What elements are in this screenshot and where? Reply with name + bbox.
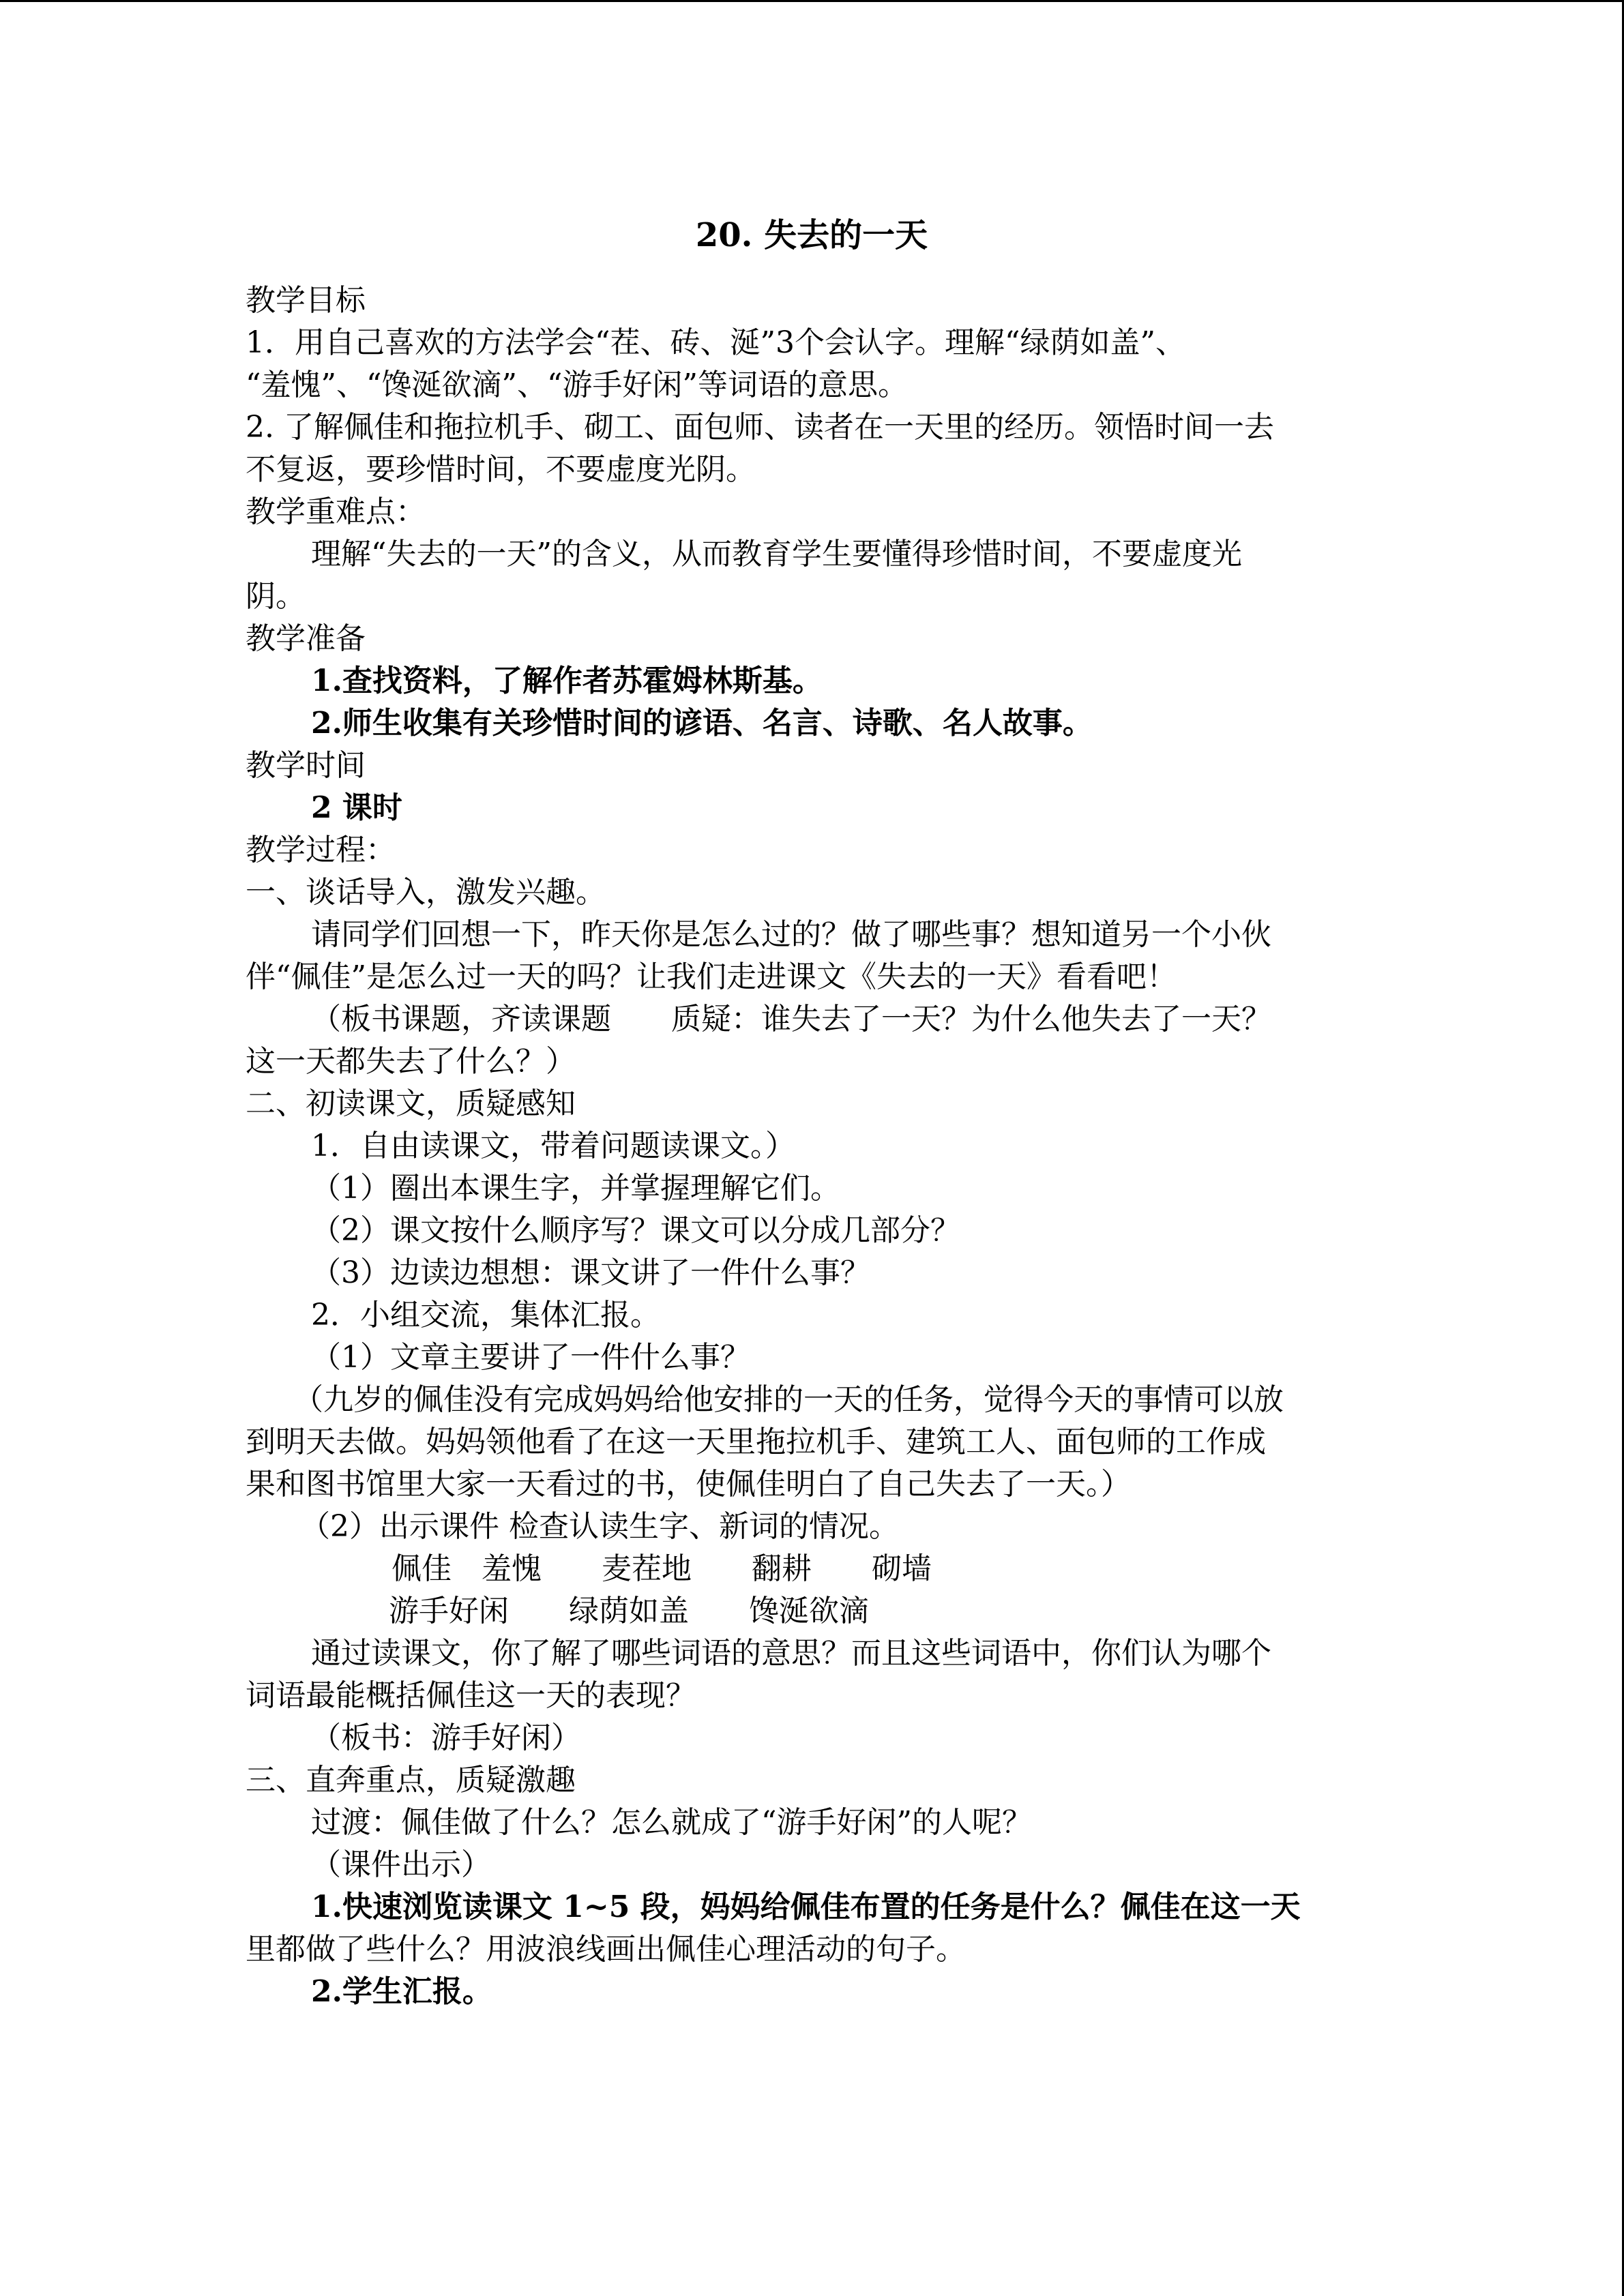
document-body (246, 280, 1378, 2013)
paragraph-line: 伴“佩佳”是怎么过一天的吗？让我们走进课文《失去的一天》看看吧！ (246, 959, 1177, 994)
paragraph-line: 不复返，要珍惜时间，不要虚度光阴。 (246, 452, 756, 487)
paragraph-line: 里都做了些什么？用波浪线画出佩佳心理活动的句子。 (246, 1932, 966, 1967)
paragraph-line: 请同学们回想一下，昨天你是怎么过的？做了哪些事？想知道另一个小伙 (311, 917, 1271, 952)
paragraph-line: 到明天去做。妈妈领他看了在这一天里拖拉机手、建筑工人、面包师的工作成 (246, 1425, 1266, 1459)
paragraph-line: （1）圈出本课生字，并掌握理解它们。 (311, 1171, 840, 1206)
section-heading: 教学时间 (246, 748, 366, 783)
section-heading: 二、初读课文，质疑感知 (246, 1086, 576, 1121)
paragraph-line: 过渡：佩佳做了什么？怎么就成了“游手好闲”的人呢？ (311, 1805, 1032, 1840)
paragraph-line: 这一天都失去了什么？） (246, 1044, 576, 1079)
paragraph-line: 2.师生收集有关珍惜时间的谚语、名言、诗歌、名人故事。 (311, 706, 1093, 741)
paragraph-line: 理解“失去的一天”的含义，从而教育学生要懂得珍惜时间，不要虚度光 (311, 537, 1242, 571)
paragraph-line: 1．用自己喜欢的方法学会“茬、砖、涎”3个会认字。理解“绿荫如盖”、 (246, 325, 1185, 360)
paragraph-line: （2）出示课件 检查认读生字、新词的情况。 (300, 1509, 899, 1544)
page-border-top (0, 0, 1624, 2)
paragraph-line: 词语最能概括佩佳这一天的表现？ (246, 1678, 696, 1713)
paragraph-line: 阴。 (246, 579, 306, 614)
section-heading: 教学目标 (246, 283, 366, 318)
vocabulary-line: 游手好闲 绿荫如盖 馋涎欲滴 (389, 1594, 869, 1628)
section-heading: 教学准备 (246, 621, 366, 656)
paragraph-line: （3）边读边想想：课文讲了一件什么事？ (311, 1255, 870, 1290)
paragraph-line: （九岁的佩佳没有完成妈妈给他安排的一天的任务，觉得今天的事情可以放 (293, 1382, 1284, 1417)
paragraph-line: （课件出示） (311, 1847, 491, 1882)
paragraph-line: 2．小组交流，集体汇报。 (311, 1298, 660, 1332)
paragraph-line: （板书：游手好闲） (311, 1720, 581, 1755)
paragraph-line: 通过读课文，你了解了哪些词语的意思？而且这些词语中，你们认为哪个 (311, 1636, 1271, 1671)
paragraph-line: （2）课文按什么顺序写？课文可以分成几部分？ (311, 1213, 960, 1248)
paragraph-line: 2 课时 (311, 790, 402, 825)
section-heading: 教学过程： (246, 833, 396, 867)
paragraph-line: “羞愧”、“馋涎欲滴”、“游手好闲”等词语的意思。 (246, 368, 908, 402)
paragraph-line: 1.快速浏览读课文 1~5 段，妈妈给佩佳布置的任务是什么？佩佳在这一天 (311, 1890, 1301, 1924)
paragraph-line: （板书课题，齐读课题 质疑：谁失去了一天？为什么他失去了一天？ (311, 1002, 1271, 1037)
paragraph-line: 1．自由读课文，带着问题读课文。） (311, 1129, 795, 1163)
section-heading: 一、谈话导入，激发兴趣。 (246, 875, 606, 910)
section-heading: 教学重难点： (246, 494, 426, 529)
paragraph-line: （1）文章主要讲了一件什么事？ (311, 1340, 750, 1375)
paragraph-line: 2. 了解佩佳和拖拉机手、砌工、面包师、读者在一天里的经历。领悟时间一去 (246, 410, 1274, 445)
paragraph-line: 果和图书馆里大家一天看过的书，使佩佳明白了自己失去了一天。） (246, 1467, 1131, 1502)
document-title: 20. 失去的一天 (695, 216, 928, 254)
section-heading: 三、直奔重点，质疑激趣 (246, 1763, 576, 1798)
paragraph-line: 2.学生汇报。 (311, 1974, 492, 2009)
vocabulary-line: 佩佳 羞愧 麦茬地 翻耕 砌墙 (392, 1551, 932, 1586)
paragraph-line: 1.查找资料，了解作者苏霍姆林斯基。 (311, 664, 823, 698)
